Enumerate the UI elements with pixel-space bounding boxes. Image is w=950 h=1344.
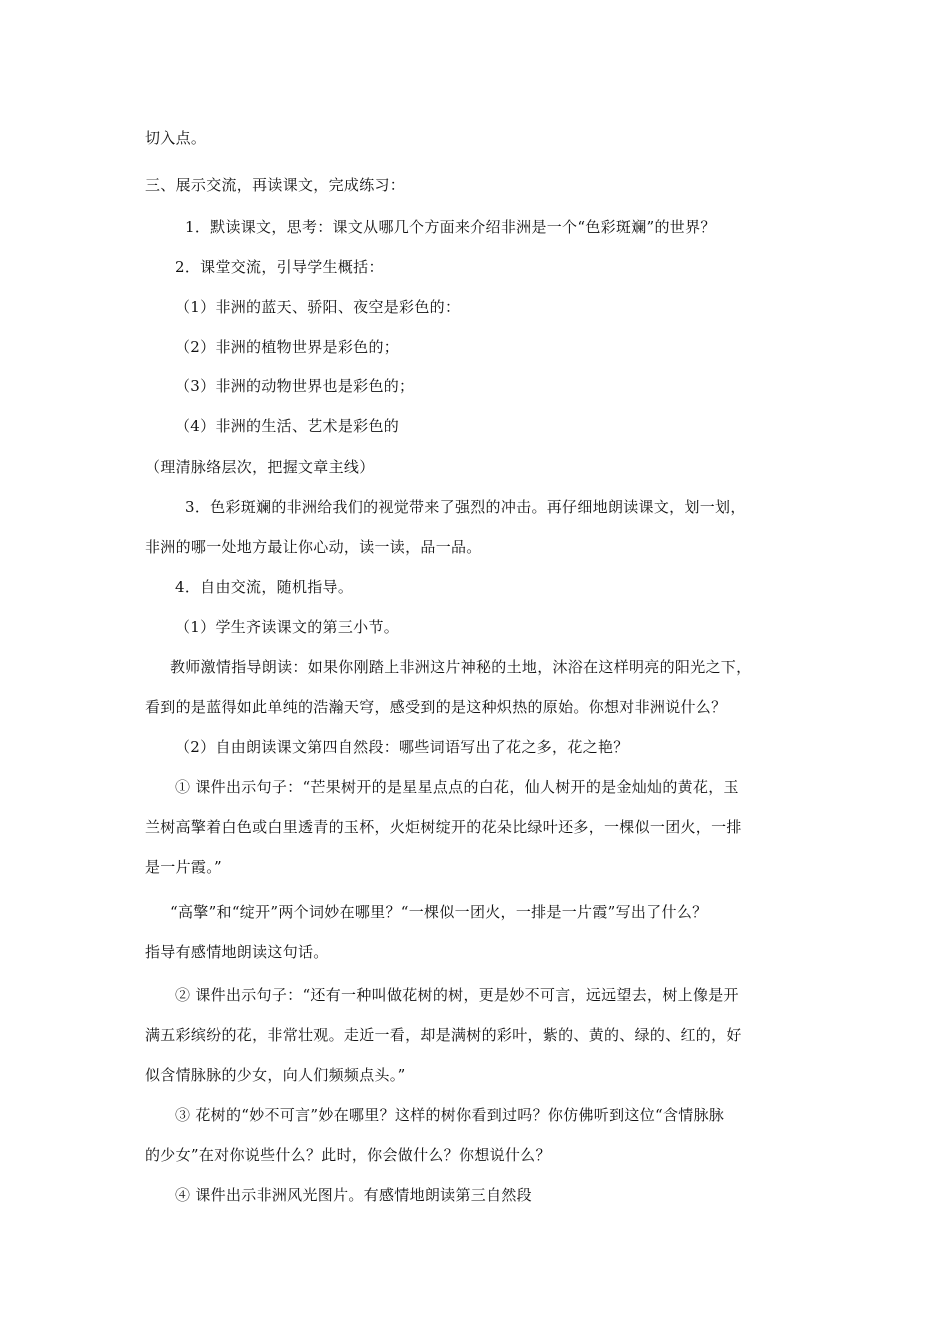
- text-line: 2．课堂交流，引导学生概括：: [175, 258, 384, 276]
- text-line: 是一片霞。”: [145, 858, 222, 876]
- text-line: （2）自由朗读课文第四自然段：哪些词语写出了花之多，花之艳？: [175, 738, 629, 756]
- text-line: ① 课件出示句子：“芒果树开的是星星点点的白花，仙人树开的是金灿灿的黄花，玉: [175, 778, 739, 796]
- text-line: ③ 花树的“妙不可言”妙在哪里？这样的树你看到过吗？你仿佛听到这位“含情脉脉: [175, 1106, 725, 1124]
- text-line: 1．默读课文，思考：课文从哪几个方面来介绍非洲是一个“色彩斑斓”的世界？: [185, 218, 716, 236]
- section-heading: 三、展示交流，再读课文，完成练习：: [145, 176, 406, 194]
- text-line: 指导有感情地朗读这句话。: [145, 943, 329, 961]
- text-line: 的少女”在对你说些什么？此时，你会做什么？你想说什么？: [145, 1146, 551, 1164]
- list-item: （4）非洲的生活、艺术是彩色的: [175, 417, 400, 435]
- list-item: （3）非洲的动物世界也是彩色的；: [175, 377, 415, 395]
- text-line: “高擎”和“绽开”两个词妙在哪里？“一棵似一团火，一排是一片霞”写出了什么？: [170, 903, 708, 921]
- list-item: （1）非洲的蓝天、骄阳、夜空是彩色的：: [175, 298, 461, 316]
- text-line: 3．色彩斑斓的非洲给我们的视觉带来了强烈的冲击。再仔细地朗读课文，划一划，: [185, 498, 746, 516]
- text-line: 看到的是蓝得如此单纯的浩瀚天穹，感受到的是这种炽热的原始。你想对非洲说什么？: [145, 698, 727, 716]
- text-line: 非洲的哪一处地方最让你心动，读一读，品一品。: [145, 538, 482, 556]
- text-line: （1）学生齐读课文的第三小节。: [175, 618, 400, 636]
- text-line: 切入点。: [145, 129, 207, 147]
- list-item: （2）非洲的植物世界是彩色的；: [175, 338, 400, 356]
- text-line: 满五彩缤纷的花，非常壮观。走近一看，却是满树的彩叶，紫的、黄的、绿的、红的，好: [145, 1026, 742, 1044]
- text-line: 兰树高擎着白色或白里透青的玉杯，火炬树绽开的花朵比绿叶还多，一棵似一团火，一排: [145, 818, 742, 836]
- text-line: 教师激情指导朗读：如果你刚踏上非洲这片神秘的土地，沐浴在这样明亮的阳光之下，: [170, 658, 752, 676]
- text-line: ② 课件出示句子：“还有一种叫做花树的树，更是妙不可言，远远望去，树上像是开: [175, 986, 739, 1004]
- text-line: 4．自由交流，随机指导。: [175, 578, 354, 596]
- text-line: ④ 课件出示非洲风光图片。有感情地朗读第三自然段: [175, 1186, 532, 1204]
- text-line: （理清脉络层次，把握文章主线）: [145, 458, 375, 476]
- text-line: 似含情脉脉的少女，向人们频频点头。”: [145, 1066, 406, 1084]
